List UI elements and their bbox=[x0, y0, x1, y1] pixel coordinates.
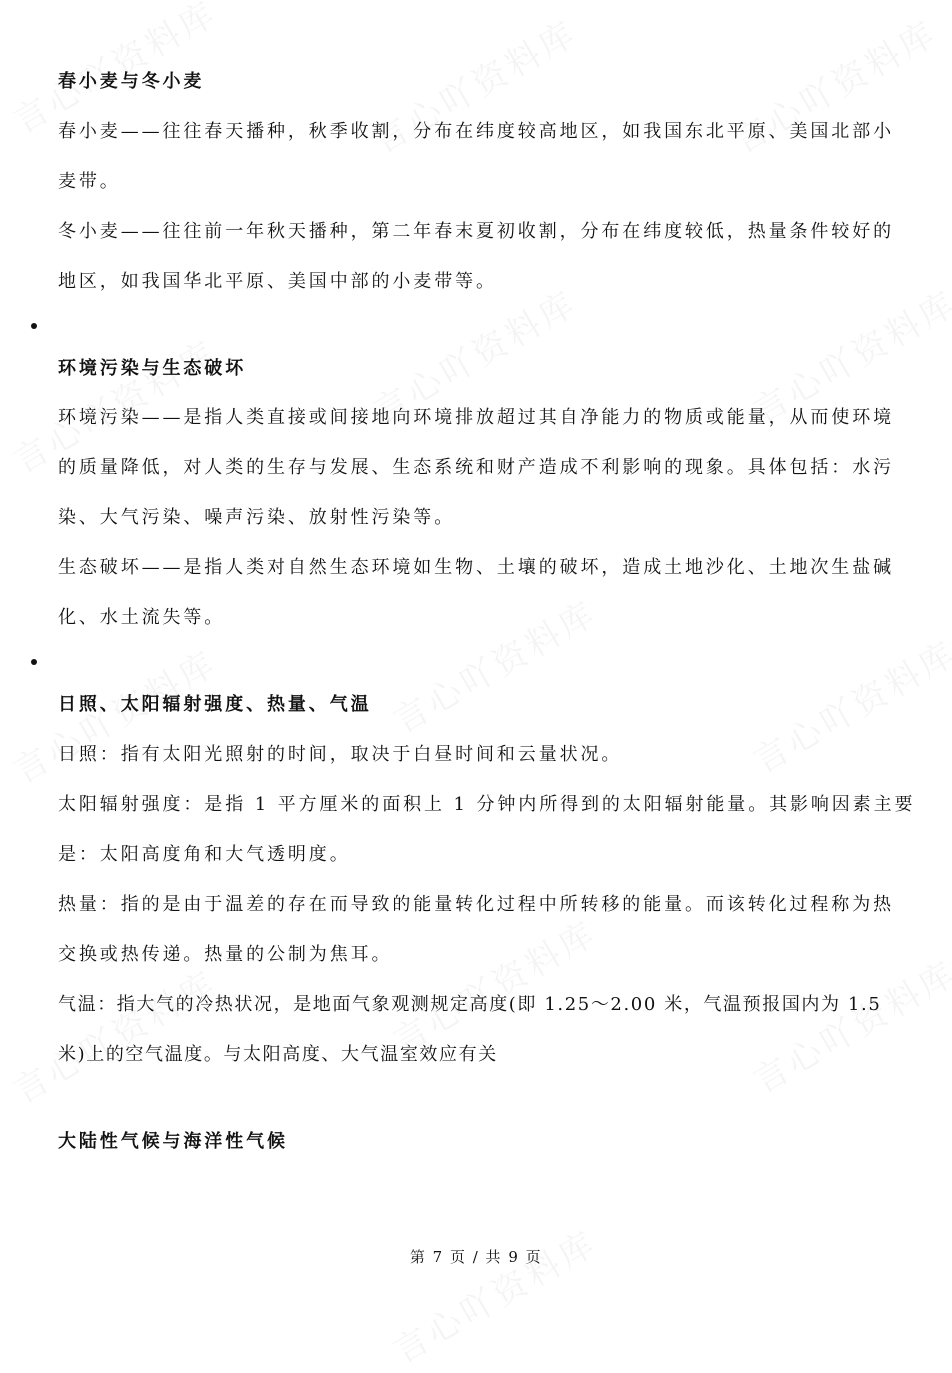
watermark bbox=[743, 946, 952, 1102]
paragraph-line: 生态破坏——是指人类对自然生态环境如生物、土壤的破坏，造成土地沙化、土地次生盐碱 bbox=[58, 557, 894, 578]
paragraph-line: 米)上的空气温度。与太阳高度、大气温室效应有关 bbox=[58, 1044, 498, 1065]
paragraph-line: 化、水土流失等。 bbox=[58, 607, 226, 628]
paragraph-line: 染、大气污染、噪声污染、放射性污染等。 bbox=[58, 507, 456, 528]
watermark bbox=[743, 626, 952, 782]
paragraph-line: 气温：指大气的冷热状况，是地面气象观测规定高度(即 1.25～2.00 米，气温预报国内为 1.5 bbox=[58, 994, 882, 1015]
paragraph-line: 冬小麦——往往前一年秋天播种，第二年春末夏初收割，分布在纬度较低，热量条件较好的 bbox=[58, 221, 894, 242]
paragraph-line: 地区，如我国华北平原、美国中部的小麦带等。 bbox=[58, 271, 497, 292]
watermark bbox=[3, 956, 225, 1112]
paragraph-line: 环境污染——是指人类直接或间接地向环境排放超过其自净能力的物质或能量，从而使环境 bbox=[58, 407, 894, 428]
paragraph-line: 交换或热传递。热量的公制为焦耳。 bbox=[58, 944, 393, 965]
section-heading: 大陆性气候与海洋性气候 bbox=[58, 1131, 288, 1152]
section-heading: 日照、太阳辐射强度、热量、气温 bbox=[58, 694, 372, 715]
paragraph-line: 春小麦——往往春天播种，秋季收割，分布在纬度较高地区，如我国东北平原、美国北部小 bbox=[58, 121, 894, 142]
page-number: 第 7 页 / 共 9 页 bbox=[409, 1248, 543, 1266]
watermark bbox=[383, 586, 605, 742]
paragraph-line: 是：太阳高度角和大气透明度。 bbox=[58, 844, 351, 865]
section-heading: 春小麦与冬小麦 bbox=[58, 71, 205, 92]
paragraph-line: 的质量降低，对人类的生存与发展、生态系统和财产造成不利影响的现象。具体包括：水污 bbox=[58, 457, 894, 478]
paragraph-line: 太阳辐射强度：是指 1 平方厘米的面积上 1 分钟内所得到的太阳辐射能量。其影响因素主要 bbox=[58, 794, 916, 815]
paragraph-line: 热量：指的是由于温差的存在而导致的能量转化过程中所转移的能量。而该转化过程称为热 bbox=[58, 894, 894, 915]
section-heading: 环境污染与生态破坏 bbox=[58, 358, 247, 379]
bullet-icon bbox=[31, 323, 37, 329]
watermark bbox=[383, 906, 605, 1062]
bullet-icon bbox=[31, 659, 37, 665]
paragraph-line: 麦带。 bbox=[58, 171, 121, 192]
watermark bbox=[383, 1216, 605, 1372]
paragraph-line: 日照：指有太阳光照射的时间，取决于白昼时间和云量状况。 bbox=[58, 744, 623, 765]
